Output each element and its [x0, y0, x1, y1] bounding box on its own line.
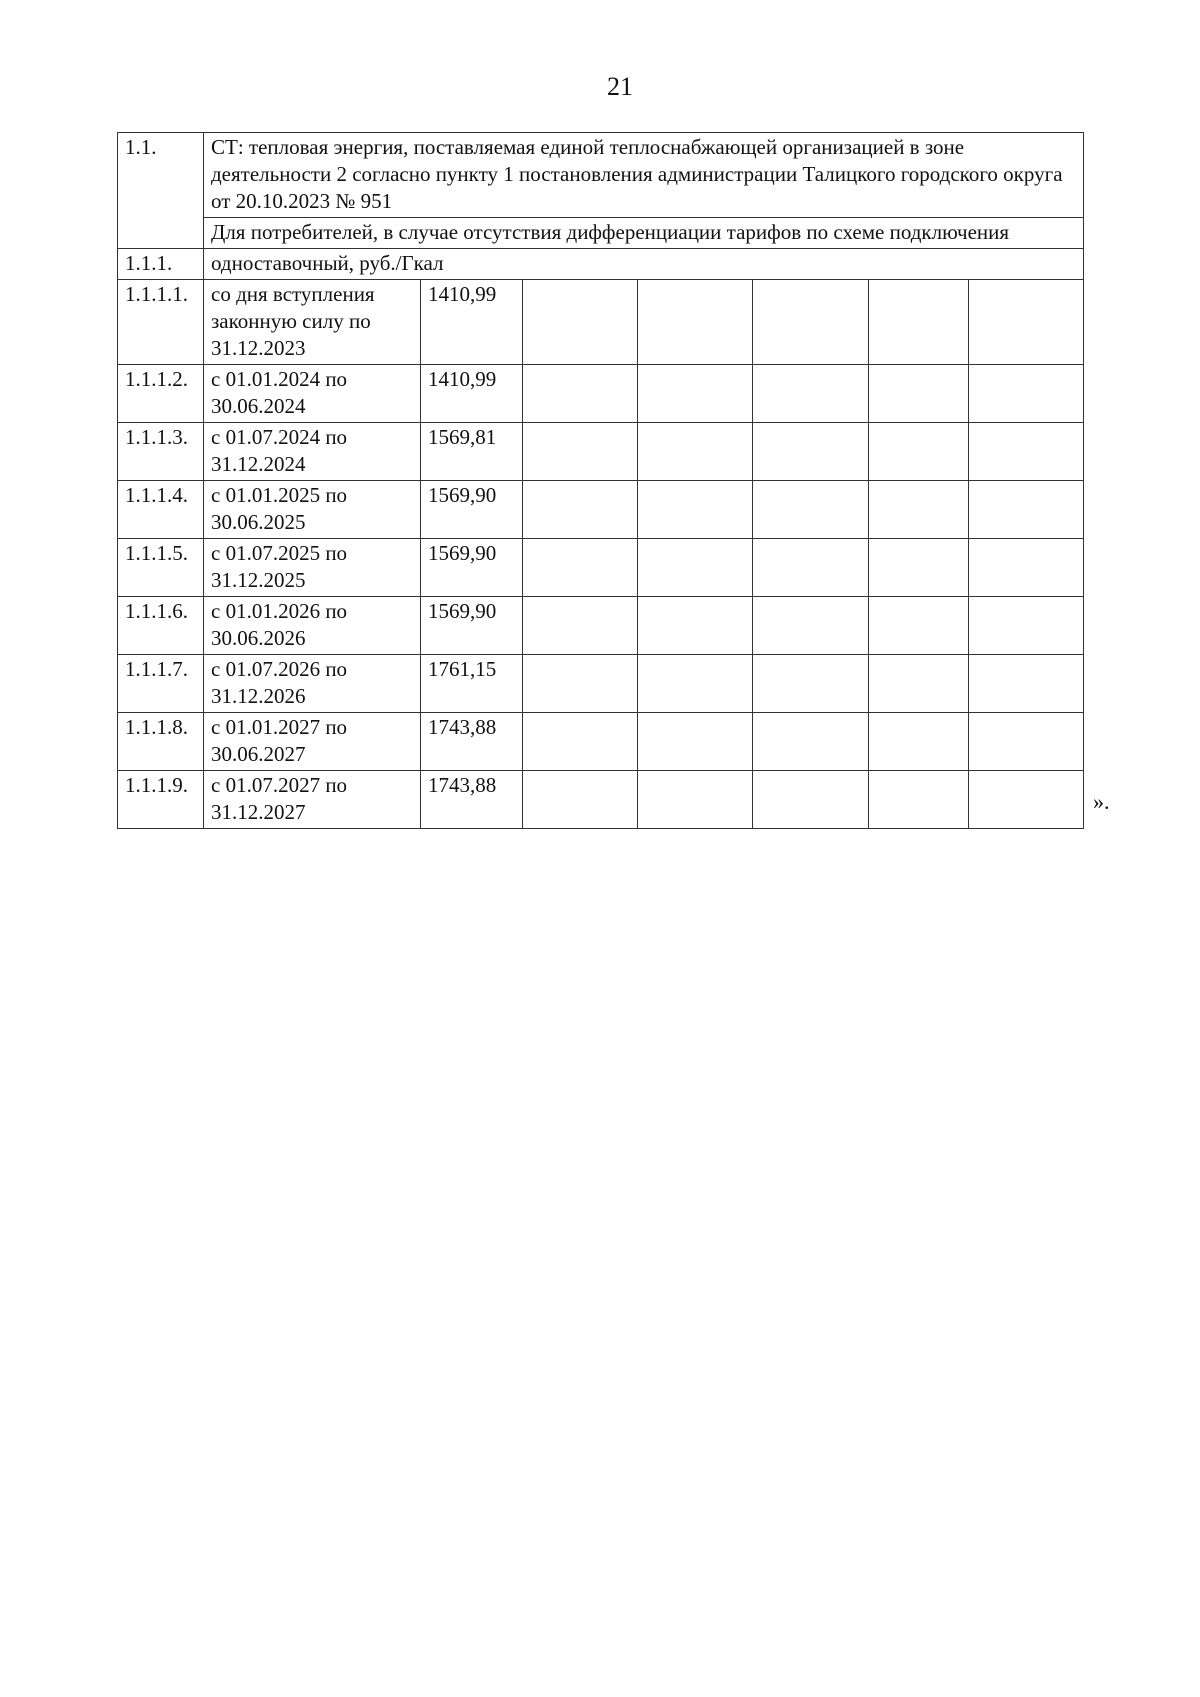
table-row [118, 280, 1084, 365]
row-period: с 01.01.2027 по 30.06.2027 [204, 713, 421, 771]
empty-cell [753, 539, 869, 597]
empty-cell [753, 280, 869, 365]
tariff-table-body [118, 133, 1084, 829]
section-code: 1.1. [118, 133, 204, 249]
row-tariff-value: 1743,88 [421, 713, 523, 771]
empty-cell [523, 481, 638, 539]
empty-cell [753, 423, 869, 481]
row-code: 1.1.1.4. [118, 481, 204, 539]
row-code: 1.1.1.6. [118, 597, 204, 655]
empty-cell [638, 655, 753, 713]
empty-cell [753, 713, 869, 771]
row-code: 1.1.1.8. [118, 713, 204, 771]
row-period: с 01.07.2027 по 31.12.2027 [204, 771, 421, 829]
table-row [118, 713, 1084, 771]
empty-cell [753, 365, 869, 423]
empty-cell [638, 713, 753, 771]
row-tariff-value: 1569,90 [421, 597, 523, 655]
empty-cell [869, 481, 969, 539]
row-period: с 01.01.2026 по 30.06.2026 [204, 597, 421, 655]
empty-cell [523, 423, 638, 481]
empty-cell [969, 597, 1084, 655]
empty-cell [638, 539, 753, 597]
row-code: 1.1.1.5. [118, 539, 204, 597]
empty-cell [869, 539, 969, 597]
empty-cell [969, 655, 1084, 713]
row-period: со дня вступления законную силу по 31.12.2023 [204, 280, 421, 365]
page-number: 21 [607, 72, 633, 101]
subsection-label: одноставочный, руб./Гкал [204, 249, 1084, 280]
row-period: с 01.01.2025 по 30.06.2025 [204, 481, 421, 539]
empty-cell [753, 655, 869, 713]
empty-cell [969, 481, 1084, 539]
row-tariff-value: 1761,15 [421, 655, 523, 713]
row-code: 1.1.1.9. [118, 771, 204, 829]
empty-cell [969, 713, 1084, 771]
section-title: СТ: тепловая энергия, поставляемая единой теплоснабжающей организацией в зоне деятельности 2 согласно пункту 1 постановления администрации Талицкого городского округа от 20.10.2023 № 951 [204, 133, 1084, 218]
table-row [118, 771, 1084, 829]
row-code: 1.1.1.3. [118, 423, 204, 481]
row-tariff-value: 1569,81 [421, 423, 523, 481]
closing-quote: ». [1093, 789, 1110, 814]
empty-cell [969, 423, 1084, 481]
row-tariff-value: 1410,99 [421, 365, 523, 423]
empty-cell [638, 423, 753, 481]
empty-cell [753, 597, 869, 655]
subsection-code: 1.1.1. [118, 249, 204, 280]
row-code: 1.1.1.2. [118, 365, 204, 423]
row-period: с 01.07.2024 по 31.12.2024 [204, 423, 421, 481]
empty-cell [753, 771, 869, 829]
empty-cell [969, 365, 1084, 423]
row-tariff-value: 1410,99 [421, 280, 523, 365]
section-subtitle: Для потребителей, в случае отсутствия дифференциации тарифов по схеме подключения [204, 218, 1084, 249]
empty-cell [523, 655, 638, 713]
table-row [118, 655, 1084, 713]
empty-cell [869, 365, 969, 423]
empty-cell [969, 280, 1084, 365]
row-period: с 01.07.2025 по 31.12.2025 [204, 539, 421, 597]
section-title-row [118, 133, 1084, 218]
empty-cell [523, 539, 638, 597]
empty-cell [869, 280, 969, 365]
empty-cell [638, 597, 753, 655]
empty-cell [523, 365, 638, 423]
table-row [118, 423, 1084, 481]
table-row [118, 597, 1084, 655]
row-code: 1.1.1.7. [118, 655, 204, 713]
empty-cell [869, 713, 969, 771]
empty-cell [523, 280, 638, 365]
empty-cell [753, 481, 869, 539]
empty-cell [869, 771, 969, 829]
row-period: с 01.07.2026 по 31.12.2026 [204, 655, 421, 713]
table-row [118, 481, 1084, 539]
empty-cell [869, 423, 969, 481]
empty-cell [638, 365, 753, 423]
row-period: с 01.01.2024 по 30.06.2024 [204, 365, 421, 423]
row-tariff-value: 1569,90 [421, 539, 523, 597]
section-subtitle-row [118, 218, 1084, 249]
empty-cell [638, 771, 753, 829]
row-tariff-value: 1569,90 [421, 481, 523, 539]
row-tariff-value: 1743,88 [421, 771, 523, 829]
empty-cell [869, 655, 969, 713]
empty-cell [523, 713, 638, 771]
empty-cell [523, 771, 638, 829]
empty-cell [869, 597, 969, 655]
row-code: 1.1.1.1. [118, 280, 204, 365]
empty-cell [969, 539, 1084, 597]
empty-cell [523, 597, 638, 655]
tariff-table [117, 132, 1084, 829]
empty-cell [969, 771, 1084, 829]
table-row [118, 365, 1084, 423]
table-row [118, 539, 1084, 597]
empty-cell [638, 481, 753, 539]
empty-cell [638, 280, 753, 365]
subsection-row [118, 249, 1084, 280]
